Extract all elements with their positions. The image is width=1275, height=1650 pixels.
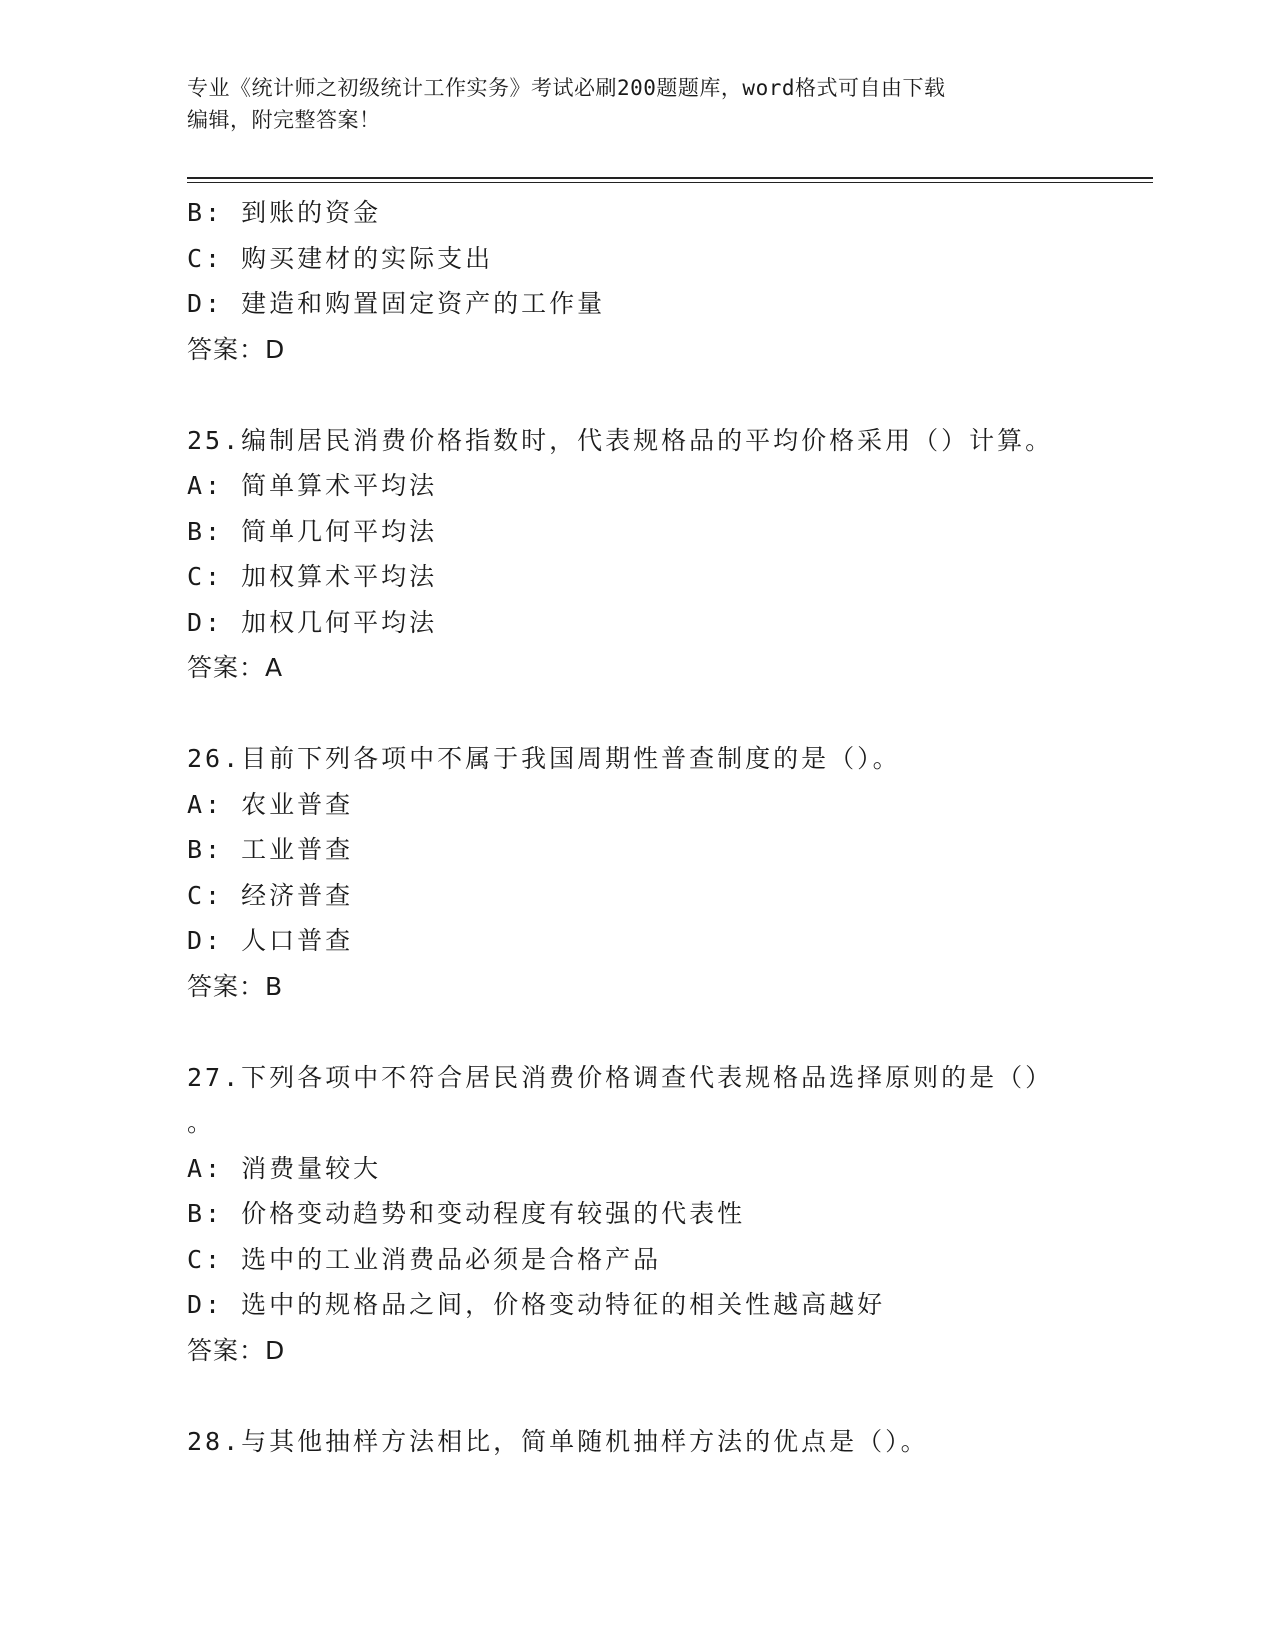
option-c: C: 选中的工业消费品必须是合格产品 [187,1244,662,1274]
question-stem-continuation: 。 [187,1108,216,1137]
answer-line: 答案：D [187,334,286,364]
spacer [187,691,1087,737]
spacer [187,1009,1087,1055]
question-stem: 28.与其他抽样方法相比，简单随机抽样方法的优点是（）。 [187,1426,929,1456]
header-title-line-2: 编辑，附完整答案！ [187,108,381,132]
option-b: B: 到账的资金 [187,198,382,227]
question-stem: 26.目前下列各项中不属于我国周期性普查制度的是（）。 [187,744,901,773]
spacer [187,1373,1087,1419]
option-d: D: 人口普查 [187,926,354,955]
option-d: D: 加权几何平均法 [187,607,438,637]
option-a: A: 简单算术平均法 [187,471,438,500]
question-26 [187,736,1087,1009]
option-c: C: 购买建材的实际支出 [187,243,494,273]
question-stem: 25.编制居民消费价格指数时，代表规格品的平均价格采用（）计算。 [187,425,1054,455]
spacer [187,372,1087,418]
option-b: B: 简单几何平均法 [187,516,438,546]
question-24-continued [187,190,1087,372]
answer-line: 答案：B [187,971,284,1001]
option-b: B: 工业普查 [187,835,354,864]
question-27 [187,1055,1087,1374]
option-d: D: 建造和购置固定资产的工作量 [187,289,606,318]
question-25 [187,418,1087,691]
answer-line: 答案：D [187,1335,286,1365]
header-title-line-1: 专业《统计师之初级统计工作实务》考试必刷200题题库，word格式可自由下载 [187,76,946,100]
document-header [187,72,1067,136]
question-28 [187,1419,1087,1465]
question-list [187,190,1087,1464]
option-d: D: 选中的规格品之间，价格变动特征的相关性越高越好 [187,1290,886,1319]
option-c: C: 经济普查 [187,880,354,910]
option-a: A: 农业普查 [187,789,354,819]
answer-line: 答案：A [187,653,284,682]
question-stem: 27.下列各项中不符合居民消费价格调查代表规格品选择原则的是（） [187,1062,1054,1092]
header-divider [187,177,1153,179]
header-divider-thin [187,182,1153,183]
option-a: A: 消费量较大 [187,1153,382,1183]
option-c: C: 加权算术平均法 [187,562,438,591]
option-b: B: 价格变动趋势和变动程度有较强的代表性 [187,1199,746,1228]
